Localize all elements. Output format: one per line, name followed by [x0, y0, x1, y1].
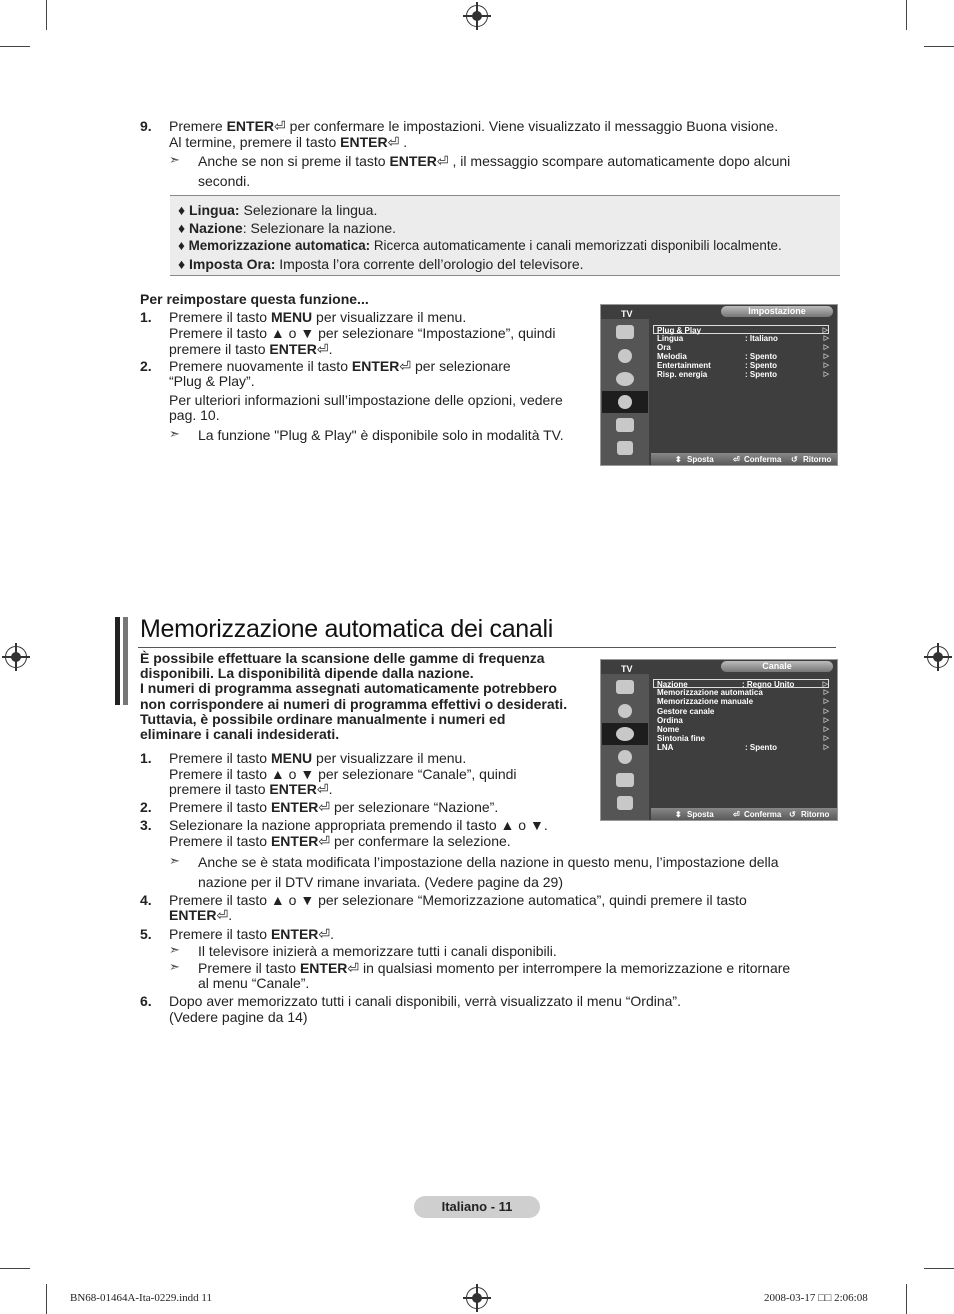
row-label: Memorizzazione automatica	[657, 688, 763, 697]
reset-step2-l3: Per ulteriori informazioni sull’impostazione delle opzioni, vedere	[169, 392, 563, 408]
registration-mark-icon	[5, 646, 27, 668]
tv-menu-screen	[600, 304, 838, 466]
intro-line: I numeri di programma assegnati automaticamente potrebbero	[140, 680, 557, 696]
text: Premere il tasto	[198, 960, 300, 976]
row-value: : Spento	[745, 352, 777, 361]
input-icon[interactable]	[602, 414, 648, 436]
step-number: 1.	[140, 750, 152, 766]
arrow-right-icon: ▷	[823, 708, 829, 715]
info-label: Lingua:	[189, 202, 240, 218]
menu-key: MENU	[270, 309, 313, 325]
menu-row[interactable]	[657, 334, 829, 343]
step-number: 4.	[140, 892, 152, 908]
footer-confirm: Conferma	[744, 810, 782, 819]
enter-key: ENTER	[270, 833, 319, 849]
step6-l2: (Vedere pagine da 14)	[169, 1009, 308, 1025]
enter-key: ENTER	[389, 153, 437, 169]
channel-icon[interactable]	[602, 368, 648, 390]
step5	[169, 926, 334, 942]
row-value: : Spento	[745, 370, 777, 379]
info-item	[178, 238, 782, 254]
menu-row[interactable]	[657, 697, 829, 706]
menu-row[interactable]	[657, 743, 829, 752]
sound-icon[interactable]	[602, 345, 648, 367]
menu-footer	[651, 808, 837, 820]
bullet-icon: ♦	[178, 238, 185, 253]
text: Premere il tasto	[169, 833, 271, 849]
enter-icon: ⏎	[733, 810, 740, 819]
bullet-icon: ♦	[178, 202, 186, 218]
application-icon[interactable]	[602, 437, 648, 459]
text: Premere il tasto	[169, 799, 271, 815]
row-label: Ora	[657, 343, 671, 352]
reset-step2-l4: pag. 10.	[169, 407, 220, 423]
row-value: : Regno Unito	[742, 680, 795, 689]
note-arrow-icon: ➣	[169, 152, 180, 167]
step-number: 5.	[140, 926, 152, 942]
enter-key: ENTER	[269, 341, 317, 357]
text: Premere nuovamente il tasto	[169, 358, 352, 374]
row-label: Gestore canale	[657, 707, 715, 716]
reset-step1-l1	[169, 309, 466, 325]
return-icon: ↺	[789, 810, 796, 819]
heading-bar	[115, 617, 120, 705]
menu-row[interactable]	[653, 679, 829, 688]
row-label: Plug & Play	[657, 326, 702, 335]
info-label: Memorizzazione automatica:	[188, 238, 371, 253]
text: per confermare le impostazioni. Viene visualizzato il messaggio Buona visione.	[285, 118, 779, 134]
text: .	[328, 781, 333, 797]
menu-row[interactable]	[657, 734, 829, 743]
arrow-right-icon: ▷	[823, 335, 829, 342]
step6-l1: Dopo aver memorizzato tutti i canali disponibili, verrà visualizzato il menu “Ordina”.	[169, 993, 681, 1009]
intro-line: È possibile effettuare la scansione delle gamme di frequenza	[140, 650, 545, 666]
step5-note2-l2: al menu “Canale”.	[198, 975, 310, 991]
crop-mark	[924, 1268, 954, 1269]
intro-line: non corrispondere ai numeri di programma effettivi o desiderati.	[140, 696, 568, 712]
section-title: Memorizzazione automatica dei canali	[140, 615, 554, 643]
enter-icon: ⏎	[733, 455, 740, 464]
info-item	[178, 202, 377, 218]
row-label: Melodia	[657, 352, 687, 361]
enter-icon: ⏎	[316, 341, 329, 357]
tv-menu-screen	[600, 659, 838, 821]
note-arrow-icon: ➣	[169, 853, 180, 868]
footer-return: Ritorno	[803, 455, 832, 464]
step3-note-l2: nazione per il DTV rimane invariata. (Vedere pagine da 29)	[198, 874, 563, 890]
crop-mark	[0, 1268, 30, 1269]
text: Premere il tasto	[169, 750, 271, 766]
enter-key: ENTER	[299, 960, 348, 976]
menu-tab: Canale	[721, 661, 833, 672]
return-icon: ↺	[791, 455, 798, 464]
page-number: Italiano - 11	[414, 1196, 540, 1218]
info-label: Imposta Ora:	[189, 256, 276, 272]
reset-step2-l2: “Plug & Play”.	[169, 373, 255, 389]
info-text: : Selezionare la nazione.	[242, 220, 397, 236]
arrow-right-icon: ▷	[823, 344, 829, 351]
menu-footer	[651, 453, 837, 465]
reset-step1-l3	[169, 341, 332, 357]
row-label: Nome	[657, 725, 680, 734]
row-label: Risp. energia	[657, 370, 708, 379]
enter-key: ENTER	[270, 926, 319, 942]
arrow-right-icon: ▷	[822, 681, 828, 688]
row-label: Lingua	[657, 334, 684, 343]
arrow-right-icon: ▷	[823, 698, 829, 705]
input-icon[interactable]	[602, 769, 648, 791]
enter-icon: ⏎	[318, 926, 331, 942]
enter-icon: ⏎	[387, 134, 400, 150]
updown-icon: ⬍	[675, 810, 682, 819]
text: Anche se non si preme il tasto	[198, 153, 390, 169]
crop-mark	[906, 0, 907, 30]
text: .	[228, 907, 233, 923]
row-value: : Spento	[745, 743, 777, 752]
row-label: Memorizzazione manuale	[657, 697, 754, 706]
arrow-right-icon: ▷	[823, 689, 829, 696]
crop-mark	[46, 0, 47, 30]
menu-key: MENU	[270, 750, 313, 766]
footer-confirm: Conferma	[744, 455, 782, 464]
picture-icon[interactable]	[602, 676, 648, 698]
arrow-right-icon: ▷	[823, 744, 829, 751]
crop-mark	[906, 1284, 907, 1314]
info-box	[170, 195, 840, 276]
arrow-right-icon: ▷	[823, 371, 829, 378]
text: Premere il tasto	[169, 926, 271, 942]
step9-line1	[169, 118, 778, 134]
row-label: Sintonia fine	[657, 734, 705, 743]
file-slug: BN68-01464A-Ita-0229.indd 11	[70, 1292, 212, 1304]
picture-icon[interactable]	[602, 321, 648, 343]
info-text: Selezionare la lingua.	[239, 202, 378, 218]
step9-line2	[169, 134, 407, 150]
step-number: 2.	[140, 358, 152, 374]
arrow-right-icon: ▷	[823, 726, 829, 733]
bullet-icon: ♦	[178, 220, 186, 236]
enter-icon: ⏎	[399, 358, 412, 374]
step-number: 2.	[140, 799, 152, 815]
menu-row[interactable]	[657, 370, 829, 379]
registration-mark-icon	[927, 646, 949, 668]
step1-l2: Premere il tasto ▲ o ▼ per selezionare “Canale”, quindi	[169, 766, 517, 782]
enter-icon: ⏎	[316, 781, 329, 797]
menu-row[interactable]	[657, 725, 829, 734]
info-item	[178, 256, 584, 272]
crop-mark	[0, 46, 30, 47]
tv-label: TV	[621, 309, 633, 319]
row-value: : Italiano	[745, 334, 778, 343]
step1-l3	[169, 781, 332, 797]
note-arrow-icon: ➣	[169, 959, 180, 974]
date-slug: 2008-03-17 □□ 2:06:08	[764, 1292, 868, 1304]
setup-icon[interactable]	[602, 746, 648, 768]
text: per visualizzare il menu.	[312, 750, 467, 766]
setup-icon[interactable]	[602, 391, 648, 413]
row-label: Nazione	[657, 680, 688, 689]
arrow-right-icon: ▷	[823, 362, 829, 369]
step5-note1: Il televisore inizierà a memorizzare tutti i canali disponibili.	[198, 943, 557, 959]
enter-key: ENTER	[351, 358, 400, 374]
bullet-icon: ♦	[178, 256, 186, 272]
menu-row[interactable]	[657, 688, 829, 697]
step3-l2	[169, 833, 511, 849]
reset-title: Per reimpostare questa funzione...	[140, 291, 369, 307]
info-item	[178, 220, 396, 236]
channel-icon[interactable]	[602, 723, 648, 745]
step4-l2	[169, 907, 232, 923]
text: per selezionare “Nazione”.	[330, 799, 499, 815]
menu-row[interactable]	[657, 352, 829, 361]
step9-note	[198, 153, 790, 169]
sound-icon[interactable]	[602, 700, 648, 722]
note-arrow-icon: ➣	[169, 942, 180, 957]
enter-key: ENTER	[169, 907, 217, 923]
registration-mark-icon	[466, 5, 488, 27]
step4-l1: Premere il tasto ▲ o ▼ per selezionare “Memorizzazione automatica”, quindi premere il tasto	[169, 892, 747, 908]
intro-line: eliminare i canali indesiderati.	[140, 726, 340, 742]
step-number: 6.	[140, 993, 152, 1009]
enter-icon: ⏎	[216, 907, 229, 923]
step-number: 9.	[140, 118, 152, 134]
step3-note-l1: Anche se è stata modificata l’impostazione della nazione in questo menu, l’impostazione della	[198, 854, 779, 870]
reset-step2-l1	[169, 358, 511, 374]
menu-row[interactable]	[657, 361, 829, 370]
text: Premere	[169, 118, 227, 134]
step3-l1: Selezionare la nazione appropriata premendo il tasto ▲ o ▼.	[169, 817, 548, 833]
info-label: Nazione	[189, 220, 243, 236]
enter-key: ENTER	[270, 799, 319, 815]
step2	[169, 799, 498, 815]
tv-label: TV	[621, 664, 633, 674]
arrow-right-icon: ▷	[823, 717, 829, 724]
enter-key: ENTER	[340, 134, 388, 150]
row-label: Entertainment	[657, 361, 711, 370]
text: per selezionare	[411, 358, 511, 374]
heading-rule	[138, 647, 836, 648]
enter-icon: ⏎	[318, 833, 331, 849]
intro-line: disponibili. La disponibilità dipende dalla nazione.	[140, 665, 474, 681]
step1-l1	[169, 750, 466, 766]
menu-row[interactable]	[653, 325, 829, 334]
heading-bar	[123, 617, 128, 705]
crop-mark	[46, 1284, 47, 1314]
text: , il messaggio scompare automaticamente dopo alcuni	[448, 153, 791, 169]
menu-row[interactable]	[657, 707, 829, 716]
info-text: Imposta l’ora corrente dell’orologio del televisore.	[275, 256, 584, 272]
arrow-right-icon: ▷	[822, 327, 828, 334]
enter-icon: ⏎	[436, 153, 449, 169]
row-label: LNA	[657, 743, 674, 752]
text: in qualsiasi momento per interrompere la memorizzazione e ritornare	[359, 960, 791, 976]
step-number: 3.	[140, 817, 152, 833]
menu-row[interactable]	[657, 716, 829, 725]
footer-move: Sposta	[687, 455, 714, 464]
arrow-right-icon: ▷	[823, 735, 829, 742]
reset-step1-l2: Premere il tasto ▲ o ▼ per selezionare “Impostazione”, quindi	[169, 325, 556, 341]
enter-icon: ⏎	[347, 960, 360, 976]
text: .	[328, 341, 333, 357]
info-text: Ricerca automaticamente i canali memorizzati disponibili localmente.	[370, 238, 782, 253]
text: per confermare la selezione.	[330, 833, 511, 849]
text: premere il tasto	[169, 781, 270, 797]
crop-mark	[924, 46, 954, 47]
text: .	[330, 926, 335, 942]
application-icon[interactable]	[602, 792, 648, 814]
text: .	[399, 134, 408, 150]
reset-note: La funzione "Plug & Play" è disponibile solo in modalità TV.	[198, 427, 564, 443]
footer-move: Sposta	[687, 810, 714, 819]
menu-tab: Impostazione	[721, 306, 833, 317]
row-value: : Spento	[745, 361, 777, 370]
step-number: 1.	[140, 309, 152, 325]
text: Al termine, premere il tasto	[169, 134, 341, 150]
text: premere il tasto	[169, 341, 270, 357]
arrow-right-icon: ▷	[823, 353, 829, 360]
note-arrow-icon: ➣	[169, 426, 180, 441]
text: Premere il tasto	[169, 309, 271, 325]
footer-return: Ritorno	[801, 810, 830, 819]
enter-icon: ⏎	[274, 118, 286, 134]
step9-note-line2: secondi.	[198, 173, 251, 189]
updown-icon: ⬍	[675, 455, 682, 464]
enter-key: ENTER	[226, 118, 275, 134]
registration-mark-icon	[466, 1287, 488, 1309]
enter-icon: ⏎	[318, 799, 331, 815]
step5-note2	[198, 960, 790, 976]
intro-line: Tuttavia, è possibile ordinare manualmente i numeri ed	[140, 711, 506, 727]
text: per visualizzare il menu.	[312, 309, 467, 325]
row-label: Ordina	[657, 716, 683, 725]
menu-row[interactable]	[657, 343, 829, 352]
enter-key: ENTER	[269, 781, 317, 797]
